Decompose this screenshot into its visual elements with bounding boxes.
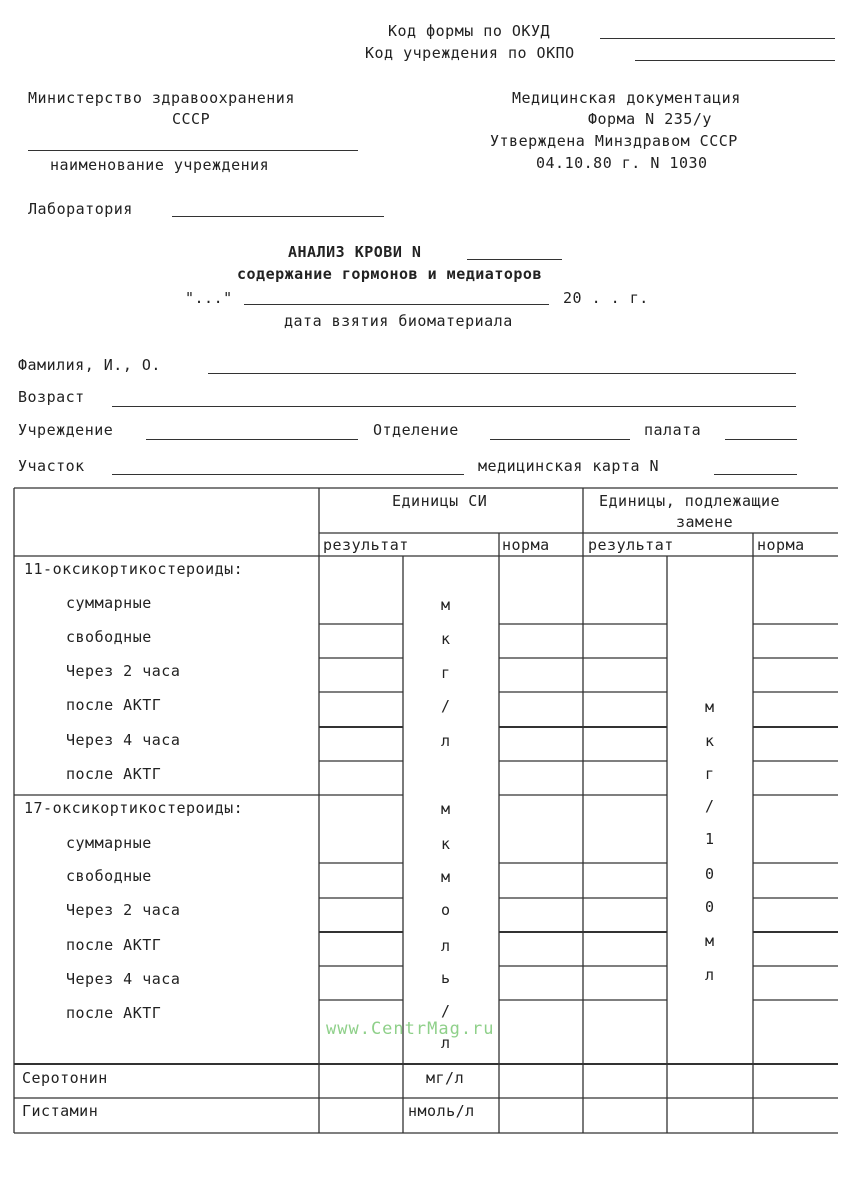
old-unit-char: л <box>705 966 715 984</box>
card-label: медицинская карта N <box>478 457 660 475</box>
replace-units-header-2: замене <box>676 513 734 531</box>
ward-label: палата <box>644 421 702 439</box>
group2-row-free: свободные <box>66 867 152 885</box>
group1-row-free: свободные <box>66 628 152 646</box>
old-unit-char: м <box>705 932 715 950</box>
date-open-quote: "..." <box>185 289 233 307</box>
si-units-header: Единицы СИ <box>392 492 488 510</box>
okud-label: Код формы по ОКУД <box>388 22 551 40</box>
docs-line1: Медицинская документация <box>512 89 741 107</box>
institution-caption: наименование учреждения <box>50 156 270 174</box>
old-unit-char: к <box>705 732 715 750</box>
date-year: 20 . . г. <box>563 289 649 307</box>
group1-unit-char: / <box>441 697 451 715</box>
group2-row-4h-acth: после АКТГ <box>66 1004 162 1022</box>
group1-row-4h-acth: после АКТГ <box>66 765 162 783</box>
group2-row-4h: Через 4 часа <box>66 970 181 988</box>
watermark: www.CentrMag.ru <box>326 1019 495 1039</box>
group2-row-2h: Через 2 часа <box>66 901 181 919</box>
group1-unit-char: л <box>441 732 451 750</box>
si-norm-header: норма <box>502 536 550 554</box>
department-label: Отделение <box>373 421 459 439</box>
laboratory-label: Лаборатория <box>28 200 133 218</box>
old-result-header: результат <box>588 536 674 554</box>
old-norm-header: норма <box>757 536 805 554</box>
replace-units-header-1: Единицы, подлежащие <box>599 492 781 510</box>
old-unit-char: м <box>705 698 715 716</box>
group2-unit-char: о <box>441 901 451 919</box>
group2-unit-char: к <box>441 835 451 853</box>
group1-unit-char: г <box>441 664 451 682</box>
group1-row-total: суммарные <box>66 594 152 612</box>
group1-title: 11-оксикортикостероиды: <box>24 560 244 578</box>
group2-row-2h-acth: после АКТГ <box>66 936 162 954</box>
docs-line2: Форма N 235/у <box>588 110 712 128</box>
group1-row-2h-acth: после АКТГ <box>66 696 162 714</box>
age-label: Возраст <box>18 388 85 406</box>
ministry-line2: СССР <box>172 110 211 128</box>
histamine-unit: нмоль/л <box>408 1102 475 1120</box>
group2-unit-char: л <box>441 937 451 955</box>
group2-unit-char: ь <box>441 969 451 987</box>
district-label: Участок <box>18 457 85 475</box>
group2-unit-char: / <box>441 1002 451 1020</box>
analysis-title: АНАЛИЗ КРОВИ N <box>288 243 422 261</box>
docs-line4: 04.10.80 г. N 1030 <box>536 154 708 172</box>
old-unit-char: 0 <box>705 898 715 916</box>
ministry-line1: Министерство здравоохранения <box>28 89 295 107</box>
group2-unit-char: л <box>441 1034 451 1052</box>
docs-line3: Утверждена Минздравом СССР <box>490 132 738 150</box>
group2-row-total: суммарные <box>66 834 152 852</box>
old-unit-char: 0 <box>705 865 715 883</box>
name-label: Фамилия, И., О. <box>18 356 161 374</box>
serotonin-unit: мг/л <box>426 1069 465 1087</box>
group2-title: 17-оксикортикостероиды: <box>24 799 244 817</box>
group1-unit-char: м <box>441 596 451 614</box>
serotonin-label: Серотонин <box>22 1069 108 1087</box>
institution-label: Учреждение <box>18 421 114 439</box>
group2-unit-char: м <box>441 800 451 818</box>
group1-unit-char: к <box>441 630 451 648</box>
okpo-label: Код учреждения по ОКПО <box>365 44 575 62</box>
si-result-header: результат <box>323 536 409 554</box>
group1-row-4h: Через 4 часа <box>66 731 181 749</box>
histamine-label: Гистамин <box>22 1102 99 1120</box>
analysis-subtitle: содержание гормонов и медиаторов <box>237 265 542 283</box>
date-caption: дата взятия биоматериала <box>284 312 513 330</box>
group2-unit-char: м <box>441 868 451 886</box>
old-unit-char: / <box>705 797 715 815</box>
group1-row-2h: Через 2 часа <box>66 662 181 680</box>
old-unit-char: 1 <box>705 830 715 848</box>
old-unit-char: г <box>705 765 715 783</box>
